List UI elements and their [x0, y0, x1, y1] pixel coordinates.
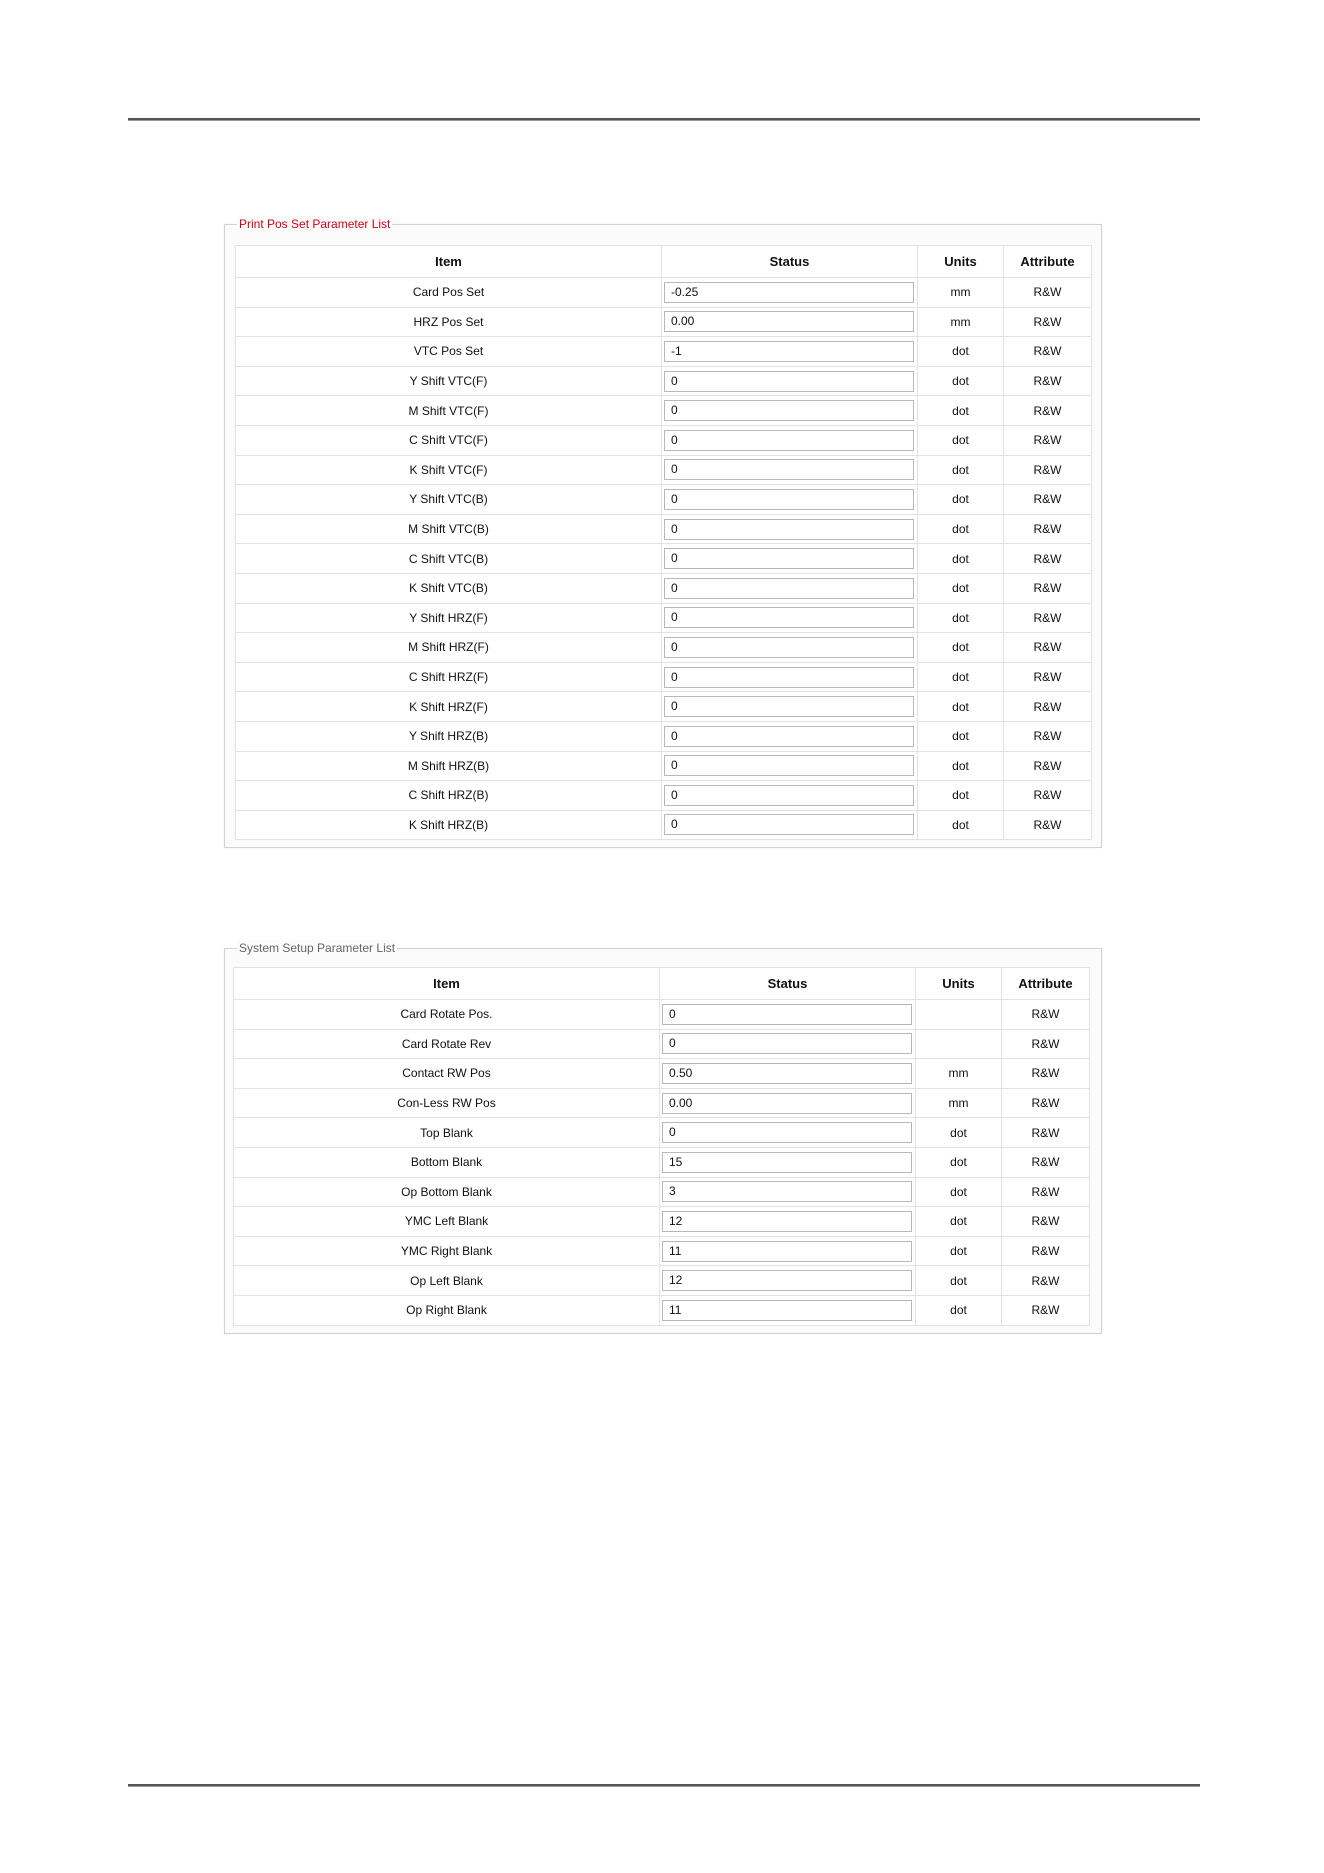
attribute-cell: R&W: [1002, 1177, 1090, 1207]
attribute-cell: R&W: [1004, 781, 1092, 811]
item-label: YMC Right Blank: [234, 1236, 660, 1266]
item-label: Top Blank: [234, 1118, 660, 1148]
status-input[interactable]: 0: [664, 578, 914, 599]
status-cell: [662, 721, 918, 751]
status-cell: [662, 278, 918, 308]
table-row: [234, 1059, 1090, 1089]
attribute-cell: R&W: [1004, 662, 1092, 692]
status-cell: [660, 1266, 916, 1296]
units-cell: dot: [918, 455, 1004, 485]
attribute-cell: R&W: [1002, 1295, 1090, 1325]
status-cell: [662, 425, 918, 455]
table-row: [236, 396, 1092, 426]
table-row: [234, 1266, 1090, 1296]
units-cell: dot: [918, 573, 1004, 603]
attribute-cell: R&W: [1002, 1088, 1090, 1118]
item-label: Card Rotate Rev: [234, 1029, 660, 1059]
status-input[interactable]: 0: [664, 489, 914, 510]
units-cell: dot: [916, 1236, 1002, 1266]
status-input[interactable]: 0: [664, 400, 914, 421]
item-label: C Shift VTC(F): [236, 425, 662, 455]
status-cell: [660, 1236, 916, 1266]
item-label: VTC Pos Set: [236, 337, 662, 367]
units-cell: dot: [918, 810, 1004, 840]
units-cell: dot: [916, 1266, 1002, 1296]
table-row: [236, 810, 1092, 840]
attribute-cell: R&W: [1004, 514, 1092, 544]
attribute-cell: R&W: [1002, 1000, 1090, 1030]
item-label: Y Shift HRZ(F): [236, 603, 662, 633]
item-label: K Shift HRZ(B): [236, 810, 662, 840]
units-cell: dot: [918, 544, 1004, 574]
status-input[interactable]: 0: [664, 607, 914, 628]
table-row: [234, 1029, 1090, 1059]
status-input[interactable]: 12: [662, 1270, 912, 1291]
item-label: C Shift HRZ(F): [236, 662, 662, 692]
status-cell: [662, 337, 918, 367]
item-label: Con-Less RW Pos: [234, 1088, 660, 1118]
units-cell: dot: [918, 751, 1004, 781]
attribute-cell: R&W: [1004, 810, 1092, 840]
status-input[interactable]: 0.00: [662, 1093, 912, 1114]
units-cell: dot: [918, 662, 1004, 692]
units-cell: dot: [918, 633, 1004, 663]
table-row: [236, 662, 1092, 692]
status-cell: [660, 1029, 916, 1059]
status-cell: [662, 603, 918, 633]
attribute-cell: R&W: [1004, 721, 1092, 751]
status-cell: [660, 1147, 916, 1177]
item-label: Card Pos Set: [236, 278, 662, 308]
units-cell: [916, 1029, 1002, 1059]
status-cell: [662, 485, 918, 515]
status-input[interactable]: 0: [664, 548, 914, 569]
attribute-cell: R&W: [1002, 1147, 1090, 1177]
status-input[interactable]: 0: [662, 1033, 912, 1054]
column-header-units: Units: [918, 246, 1004, 278]
units-cell: dot: [918, 485, 1004, 515]
status-input[interactable]: 11: [662, 1300, 912, 1321]
units-cell: dot: [916, 1207, 1002, 1237]
table-row: [236, 366, 1092, 396]
table-row: [236, 633, 1092, 663]
status-cell: [662, 692, 918, 722]
status-input[interactable]: 0: [664, 696, 914, 717]
status-cell: [662, 810, 918, 840]
system-setup-table: [233, 967, 1090, 1326]
item-label: Op Right Blank: [234, 1295, 660, 1325]
status-cell: [662, 514, 918, 544]
item-label: M Shift VTC(F): [236, 396, 662, 426]
table-row: [234, 1118, 1090, 1148]
column-header-status: Status: [662, 246, 918, 278]
units-cell: dot: [916, 1177, 1002, 1207]
attribute-cell: R&W: [1004, 366, 1092, 396]
table-row: [236, 425, 1092, 455]
table-row: [236, 337, 1092, 367]
units-cell: dot: [918, 781, 1004, 811]
status-input[interactable]: -0.25: [664, 282, 914, 303]
status-cell: [660, 1118, 916, 1148]
table-row: [236, 573, 1092, 603]
column-header-item: Item: [234, 968, 660, 1000]
attribute-cell: R&W: [1004, 633, 1092, 663]
table-row: [236, 278, 1092, 308]
units-cell: dot: [918, 425, 1004, 455]
item-label: Y Shift HRZ(B): [236, 721, 662, 751]
attribute-cell: R&W: [1004, 425, 1092, 455]
page-header-rule: [128, 118, 1200, 121]
status-cell: [662, 544, 918, 574]
table-row: [234, 1207, 1090, 1237]
units-cell: mm: [918, 307, 1004, 337]
item-label: Op Left Blank: [234, 1266, 660, 1296]
table-row: [236, 721, 1092, 751]
item-label: M Shift HRZ(F): [236, 633, 662, 663]
attribute-cell: R&W: [1004, 396, 1092, 426]
system-setup-panel-title: System Setup Parameter List: [239, 941, 396, 955]
item-label: C Shift VTC(B): [236, 544, 662, 574]
attribute-cell: R&W: [1002, 1118, 1090, 1148]
status-cell: [662, 455, 918, 485]
attribute-cell: R&W: [1004, 278, 1092, 308]
attribute-cell: R&W: [1002, 1059, 1090, 1089]
attribute-cell: R&W: [1004, 307, 1092, 337]
status-cell: [662, 366, 918, 396]
table-header-row: [234, 968, 1090, 1000]
units-cell: dot: [918, 366, 1004, 396]
column-header-attribute: Attribute: [1002, 968, 1090, 1000]
units-cell: dot: [918, 603, 1004, 633]
column-header-attribute: Attribute: [1004, 246, 1092, 278]
units-cell: dot: [916, 1118, 1002, 1148]
attribute-cell: R&W: [1002, 1236, 1090, 1266]
status-cell: [660, 1207, 916, 1237]
item-label: K Shift HRZ(F): [236, 692, 662, 722]
table-row: [236, 514, 1092, 544]
attribute-cell: R&W: [1004, 692, 1092, 722]
table-row: [234, 1177, 1090, 1207]
item-label: K Shift VTC(F): [236, 455, 662, 485]
status-input[interactable]: 0: [662, 1004, 912, 1025]
status-input[interactable]: 0.50: [662, 1063, 912, 1084]
status-input[interactable]: 15: [662, 1152, 912, 1173]
item-label: YMC Left Blank: [234, 1207, 660, 1237]
status-input[interactable]: 0: [664, 814, 914, 835]
table-row: [236, 692, 1092, 722]
status-cell: [660, 1059, 916, 1089]
item-label: Bottom Blank: [234, 1147, 660, 1177]
table-row: [236, 544, 1092, 574]
table-row: [234, 1088, 1090, 1118]
status-cell: [660, 1177, 916, 1207]
status-input[interactable]: 0.00: [664, 311, 914, 332]
item-label: Contact RW Pos: [234, 1059, 660, 1089]
attribute-cell: R&W: [1002, 1266, 1090, 1296]
item-label: Op Bottom Blank: [234, 1177, 660, 1207]
system-setup-panel: [224, 941, 1102, 1334]
attribute-cell: R&W: [1004, 337, 1092, 367]
attribute-cell: R&W: [1004, 573, 1092, 603]
status-input[interactable]: 0: [664, 637, 914, 658]
item-label: Y Shift VTC(B): [236, 485, 662, 515]
table-row: [234, 1000, 1090, 1030]
item-label: HRZ Pos Set: [236, 307, 662, 337]
units-cell: dot: [916, 1147, 1002, 1177]
table-header-row: [236, 246, 1092, 278]
status-input[interactable]: 3: [662, 1181, 912, 1202]
status-input[interactable]: 0: [664, 726, 914, 747]
table-row: [236, 781, 1092, 811]
table-row: [236, 603, 1092, 633]
column-header-units: Units: [916, 968, 1002, 1000]
attribute-cell: R&W: [1004, 603, 1092, 633]
status-input[interactable]: 11: [662, 1241, 912, 1262]
units-cell: dot: [918, 396, 1004, 426]
table-row: [234, 1236, 1090, 1266]
attribute-cell: R&W: [1004, 751, 1092, 781]
print-pos-panel-title: Print Pos Set Parameter List: [239, 217, 391, 231]
units-cell: dot: [918, 337, 1004, 367]
status-input[interactable]: 0: [664, 785, 914, 806]
table-row: [236, 455, 1092, 485]
units-cell: mm: [918, 278, 1004, 308]
status-input[interactable]: 0: [664, 519, 914, 540]
status-input[interactable]: 0: [664, 430, 914, 451]
status-cell: [662, 307, 918, 337]
units-cell: dot: [918, 514, 1004, 544]
status-input[interactable]: 0: [664, 755, 914, 776]
table-row: [234, 1295, 1090, 1325]
attribute-cell: R&W: [1004, 485, 1092, 515]
units-cell: dot: [918, 692, 1004, 722]
attribute-cell: R&W: [1002, 1207, 1090, 1237]
item-label: M Shift VTC(B): [236, 514, 662, 544]
status-input[interactable]: 0: [664, 667, 914, 688]
status-cell: [662, 751, 918, 781]
attribute-cell: R&W: [1004, 544, 1092, 574]
status-input[interactable]: -1: [664, 341, 914, 362]
item-label: C Shift HRZ(B): [236, 781, 662, 811]
units-cell: [916, 1000, 1002, 1030]
status-cell: [662, 662, 918, 692]
status-cell: [660, 1088, 916, 1118]
page-footer-rule: [128, 1784, 1200, 1787]
print-pos-panel: [224, 217, 1102, 848]
print-pos-table: [235, 245, 1092, 840]
status-cell: [660, 1000, 916, 1030]
attribute-cell: R&W: [1004, 455, 1092, 485]
attribute-cell: R&W: [1002, 1029, 1090, 1059]
status-input[interactable]: 12: [662, 1211, 912, 1232]
units-cell: dot: [918, 721, 1004, 751]
item-label: Card Rotate Pos.: [234, 1000, 660, 1030]
status-input[interactable]: 0: [664, 371, 914, 392]
table-row: [236, 751, 1092, 781]
units-cell: dot: [916, 1295, 1002, 1325]
item-label: Y Shift VTC(F): [236, 366, 662, 396]
column-header-item: Item: [236, 246, 662, 278]
item-label: M Shift HRZ(B): [236, 751, 662, 781]
status-cell: [662, 573, 918, 603]
status-input[interactable]: 0: [662, 1122, 912, 1143]
status-cell: [662, 633, 918, 663]
system-setup-table-body: [234, 1000, 1090, 1326]
table-row: [234, 1147, 1090, 1177]
table-row: [236, 307, 1092, 337]
status-cell: [660, 1295, 916, 1325]
status-input[interactable]: 0: [664, 459, 914, 480]
units-cell: mm: [916, 1059, 1002, 1089]
status-cell: [662, 781, 918, 811]
item-label: K Shift VTC(B): [236, 573, 662, 603]
column-header-status: Status: [660, 968, 916, 1000]
table-row: [236, 485, 1092, 515]
status-cell: [662, 396, 918, 426]
print-pos-table-body: [236, 278, 1092, 840]
units-cell: mm: [916, 1088, 1002, 1118]
